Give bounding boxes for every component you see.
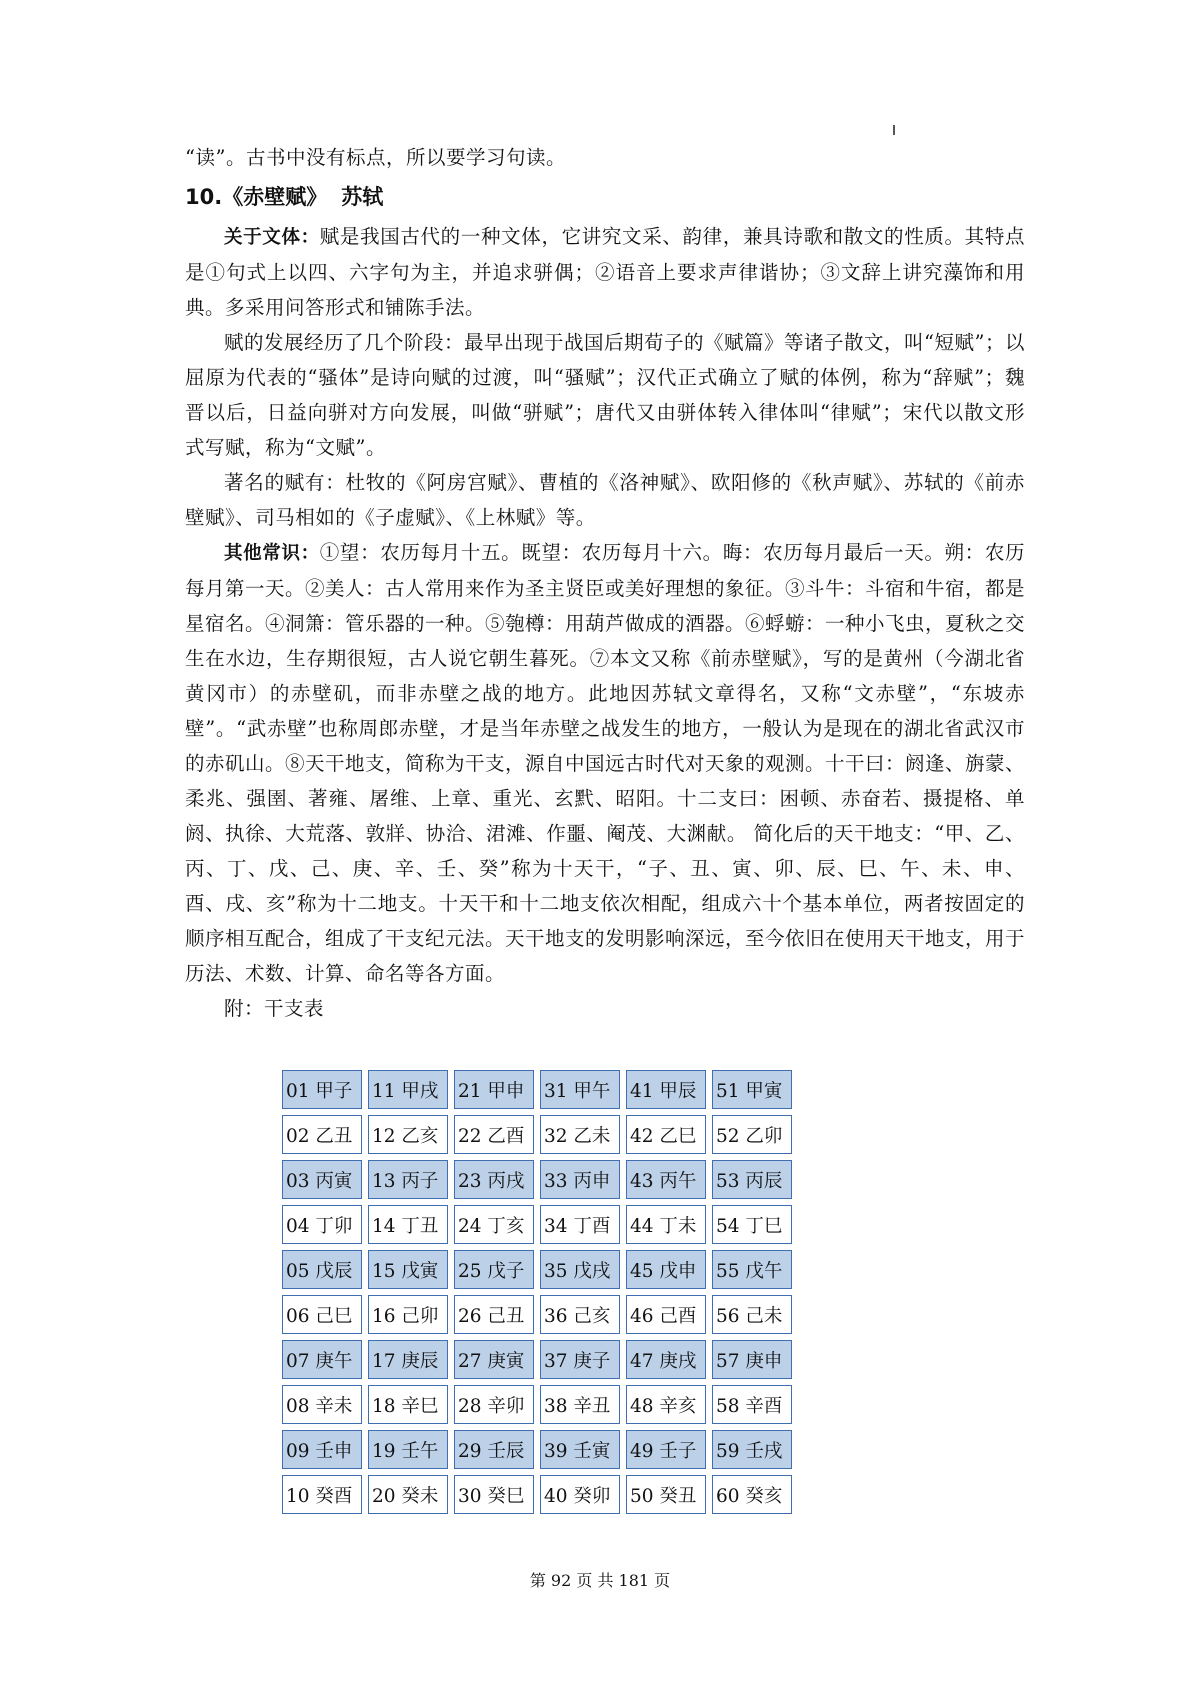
- table-cell: 49 壬子: [626, 1430, 706, 1469]
- table-cell: 40 癸卯: [540, 1475, 620, 1514]
- ganzhi-table: [276, 1064, 798, 1520]
- table-cell: 19 壬午: [368, 1430, 448, 1469]
- table-cell: 22 乙酉: [454, 1115, 534, 1154]
- table-row: [282, 1295, 792, 1334]
- table-cell: 30 癸巳: [454, 1475, 534, 1514]
- table-cell: 50 癸丑: [626, 1475, 706, 1514]
- section-heading: [185, 175, 1025, 219]
- table-cell: 60 癸亥: [712, 1475, 792, 1514]
- table-cell: 35 戊戌: [540, 1250, 620, 1289]
- table-row: [282, 1115, 792, 1154]
- table-cell: 58 辛酉: [712, 1385, 792, 1424]
- table-cell: 36 己亥: [540, 1295, 620, 1334]
- table-cell: 09 壬申: [282, 1430, 362, 1469]
- page-content: [185, 140, 1025, 1026]
- table-cell: 52 乙卯: [712, 1115, 792, 1154]
- table-cell: 39 壬寅: [540, 1430, 620, 1469]
- genre-paragraph: [185, 219, 1025, 325]
- table-cell: 42 乙巳: [626, 1115, 706, 1154]
- table-cell: 06 己巳: [282, 1295, 362, 1334]
- table-cell: 53 丙辰: [712, 1160, 792, 1199]
- knowledge-paragraph: [185, 535, 1025, 991]
- table-row: [282, 1160, 792, 1199]
- table-cell: 29 壬辰: [454, 1430, 534, 1469]
- table-cell: 05 戊辰: [282, 1250, 362, 1289]
- table-cell: 31 甲午: [540, 1070, 620, 1109]
- table-cell: 04 丁卯: [282, 1205, 362, 1244]
- table-cell: 57 庚申: [712, 1340, 792, 1379]
- table-cell: 16 己卯: [368, 1295, 448, 1334]
- table-cell: 45 戊申: [626, 1250, 706, 1289]
- table-cell: 02 乙丑: [282, 1115, 362, 1154]
- table-cell: 18 辛巳: [368, 1385, 448, 1424]
- section-author: 苏轼: [341, 185, 384, 209]
- table-cell: 32 乙未: [540, 1115, 620, 1154]
- table-cell: 15 戊寅: [368, 1250, 448, 1289]
- table-cell: 51 甲寅: [712, 1070, 792, 1109]
- table-cell: 13 丙子: [368, 1160, 448, 1199]
- intro-line: “读”。古书中没有标点，所以要学习句读。: [185, 146, 566, 169]
- table-cell: 17 庚辰: [368, 1340, 448, 1379]
- table-cell: 46 己酉: [626, 1295, 706, 1334]
- table-cell: 54 丁巳: [712, 1205, 792, 1244]
- table-cell: 41 甲辰: [626, 1070, 706, 1109]
- table-cell: 26 己丑: [454, 1295, 534, 1334]
- table-cell: 27 庚寅: [454, 1340, 534, 1379]
- table-row: [282, 1385, 792, 1424]
- genre-label: 关于文体：: [224, 227, 320, 248]
- table-cell: 56 己未: [712, 1295, 792, 1334]
- knowledge-label: 其他常识：: [224, 543, 320, 564]
- table-cell: 24 丁亥: [454, 1205, 534, 1244]
- table-cell: 10 癸酉: [282, 1475, 362, 1514]
- history-paragraph: 赋的发展经历了几个阶段：最早出现于战国后期荀子的《赋篇》等诸子散文，叫“短赋”；以屈原为代表的“骚体”是诗向赋的过渡，叫“骚赋”；汉代正式确立了赋的体例，称为“辞赋”；魏晋以后，日益向骈对方向发展，叫做“骈赋”；唐代又由骈体转入律体叫“律赋”；宋代以散文形式写赋，称为“文赋”。: [185, 331, 1025, 459]
- table-cell: 55 戊午: [712, 1250, 792, 1289]
- table-row: [282, 1205, 792, 1244]
- table-cell: 12 乙亥: [368, 1115, 448, 1154]
- table-cell: 11 甲戌: [368, 1070, 448, 1109]
- table-row: [282, 1475, 792, 1514]
- table-cell: 34 丁酉: [540, 1205, 620, 1244]
- table-row: [282, 1250, 792, 1289]
- table-cell: 28 辛卯: [454, 1385, 534, 1424]
- table-cell: 48 辛亥: [626, 1385, 706, 1424]
- table-cell: 20 癸未: [368, 1475, 448, 1514]
- appendix-label: 附：干支表: [224, 997, 325, 1020]
- table-cell: 08 辛未: [282, 1385, 362, 1424]
- table-cell: 03 丙寅: [282, 1160, 362, 1199]
- header-mark: [893, 125, 895, 135]
- table-cell: 07 庚午: [282, 1340, 362, 1379]
- famous-fu-paragraph: 著名的赋有：杜牧的《阿房宫赋》、曹植的《洛神赋》、欧阳修的《秋声赋》、苏轼的《前赤壁赋》、司马相如的《子虚赋》、《上林赋》等。: [185, 471, 1025, 529]
- table-cell: 44 丁未: [626, 1205, 706, 1244]
- table-cell: 43 丙午: [626, 1160, 706, 1199]
- table-cell: 14 丁丑: [368, 1205, 448, 1244]
- table-cell: 25 戊子: [454, 1250, 534, 1289]
- table-cell: 38 辛丑: [540, 1385, 620, 1424]
- table-cell: 47 庚戌: [626, 1340, 706, 1379]
- table-row: [282, 1340, 792, 1379]
- knowledge-text: ①望：农历每月十五。既望：农历每月十六。晦：农历每月最后一天。朔：农历每月第一天。②美人：古人常用来作为圣主贤臣或美好理想的象征。③斗牛：斗宿和牛宿，都是星宿名。④洞箫：管乐器的一种。⑤匏樽：用葫芦做成的酒器。⑥蜉蝣：一种小飞虫，夏秋之交生在水边，生存期很短，古人说它朝生暮死。⑦本文又称《前赤壁赋》，写的是黄州（今湖北省黄冈市）的赤壁矶，而非赤壁之战的地方。此地因苏轼文章得名，又称“文赤壁”，“东坡赤壁”。“武赤壁”也称周郎赤壁，才是当年赤壁之战发生的地方，一般认为是现在的湖北省武汉市的赤矶山。⑧天干地支，简称为干支，源自中国远古时代对天象的观测。十干曰：阏逢、旃蒙、柔兆、强圉、著雍、屠维、上章、重光、玄黓、昭阳。十二支曰：困顿、赤奋若、摄提格、单阏、执徐、大荒落、敦牂、协洽、涒滩、作噩、阉茂、大渊献。 简化后的天干地支：“甲、乙、丙、丁、戊、己、庚、辛、壬、癸”称为十天干，“子、丑、寅、卯、辰、巳、午、未、申、酉、戌、亥”称为十二地支。十天干和十二地支依次相配，组成六十个基本单位，两者按固定的顺序相互配合，组成了干支纪元法。天干地支的发明影响深远，至今依旧在使用天干地支，用于历法、术数、计算、命名等各方面。: [185, 541, 1026, 985]
- page-footer: 第 92 页 共 181 页: [529, 1571, 671, 1590]
- genre-text: 赋是我国古代的一种文体，它讲究文采、韵律，兼具诗歌和散文的性质。其特点是①句式上以四、六字句为主，并追求骈偶；②语音上要求声律谐协；③文辞上讲究藻饰和用典。多采用问答形式和铺陈手法。: [185, 225, 1025, 319]
- table-row: [282, 1430, 792, 1469]
- table-cell: 21 甲申: [454, 1070, 534, 1109]
- table-cell: 37 庚子: [540, 1340, 620, 1379]
- table-row: [282, 1070, 792, 1109]
- table-cell: 33 丙申: [540, 1160, 620, 1199]
- table-cell: 59 壬戌: [712, 1430, 792, 1469]
- section-number: 10.: [185, 185, 223, 209]
- table-cell: 01 甲子: [282, 1070, 362, 1109]
- section-title: 《赤壁赋》: [222, 185, 328, 209]
- table-cell: 23 丙戌: [454, 1160, 534, 1199]
